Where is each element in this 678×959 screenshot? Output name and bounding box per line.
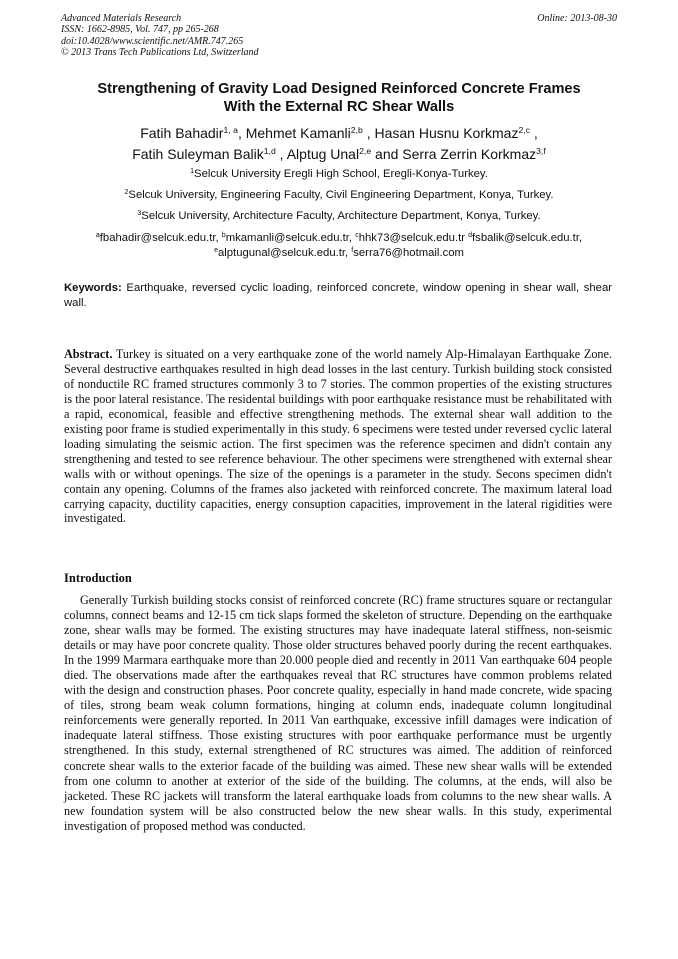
author-name: Hasan Husnu Korkmaz: [374, 125, 519, 141]
affiliation-text: Selcuk University, Architecture Faculty, Architecture Department, Konya, Turkey.: [141, 210, 541, 222]
email-address: hhk73@selcuk.edu.tr: [358, 232, 469, 244]
author-separator: ,: [362, 125, 375, 141]
email-address: alptugunal@selcuk.edu.tr,: [217, 247, 352, 259]
journal-header: [61, 13, 617, 58]
keywords-block: [64, 281, 612, 310]
affiliation-text: Selcuk University Eregli High School, Eregli-Konya-Turkey.: [194, 168, 488, 180]
author-affil-mark: 1,d: [263, 146, 276, 157]
author-line-2: [40, 144, 638, 165]
affiliation-number: 3: [137, 210, 142, 218]
author-name: Fatih Suleyman Balik: [132, 146, 264, 162]
email-line-1: [50, 231, 628, 246]
author-affil-mark: 2,e: [359, 146, 372, 157]
affiliation-number: 2: [124, 189, 129, 197]
email-line-2: [50, 246, 628, 261]
abstract-label: Abstract.: [64, 347, 113, 361]
author-name: Fatih Bahadir: [140, 125, 224, 141]
affiliation-number: 1: [190, 168, 195, 176]
title-line-1: Strengthening of Gravity Load Designed Reinforced Concrete Frames: [97, 81, 581, 97]
author-list: [40, 123, 638, 165]
author-emails: [50, 231, 628, 261]
email-mark: f: [351, 247, 354, 255]
author-name: Serra Zerrin Korkmaz: [402, 146, 537, 162]
email-address: fbahadir@selcuk.edu.tr,: [99, 232, 222, 244]
email-mark: c: [355, 232, 359, 240]
affiliation-2: [40, 188, 638, 202]
affiliation-3: [40, 209, 638, 223]
doi-line: doi:10.4028/www.scientific.net/AMR.747.265: [61, 35, 244, 47]
author-affil-mark: 2,c: [518, 125, 531, 136]
affiliation-1: [40, 167, 638, 181]
email-mark: e: [214, 247, 218, 255]
copyright-line: © 2013 Trans Tech Publications Ltd, Switzerland: [61, 46, 259, 58]
journal-name: Advanced Materials Research: [61, 13, 182, 24]
abstract-block: [64, 347, 612, 526]
email-mark: b: [221, 232, 226, 240]
title-line-2: With the External RC Shear Walls: [223, 99, 455, 115]
email-address: serra76@hotmail.com: [353, 247, 464, 259]
email-address: fsbalik@selcuk.edu.tr,: [472, 232, 583, 244]
email-mark: a: [95, 232, 100, 240]
introduction-text: Generally Turkish building stocks consist of reinforced concrete (RC) frame structures square or rectangular columns, connect beams and 12-15 cm tick slaps formed the skeleton of structure. Depending on the earthquake zone, shear walls may be formed. The existing structures may have inadequate lateral stiffness, non-seismic details or may have poor concrete quality. Those older structures behaved poorly during the recent earthquakes. In the 1999 Marmara earthquake more than 20.000 people died and recently in 2011 Van earthquake 604 people died. The observations made after the earthquakes reveal that RC structures have common problems related with the design and construction phases. Poor concrete quality, especially in hand made concrete, wide spacing of tiles, strong beam weak column formations, hinging at column ends, inadequate column longitudinal reinforcements were generally reported. In 2011 Van earthquake, excessive infill damages were indication of inadequate lateral stiffness. Those existing structures with poor earthquake performance must be urgently strengthened. In this study, external strengthened of RC structures was aimed. The addition of reinforced concrete shear walls to the exterior facade of the building was aimed. These new shear walls will be extended from one column to another at exterior of the side of the building. The columns, at the ends, will also be jacketed. These RC jackets will transform the lateral earthquake loads from columns to the new shear walls. A new foundation system will be also constructed below the new shear walls. In this study, experimental investigation of proposed method was conducted.: [64, 593, 612, 833]
email-address: mkamanli@selcuk.edu.tr,: [225, 232, 356, 244]
online-date: Online: 2013-08-30: [537, 13, 617, 24]
author-line-1: [40, 123, 638, 144]
email-mark: d: [468, 232, 473, 240]
issn-line: ISSN: 1662-8985, Vol. 747, pp 265-268: [61, 24, 219, 36]
paper-title: [40, 80, 638, 116]
author-affil-mark: 1, a: [223, 125, 238, 136]
author-affil-mark: 2,b: [350, 125, 363, 136]
author-name: Mehmet Kamanli: [245, 125, 351, 141]
author-separator: ,: [275, 146, 287, 162]
introduction-heading: Introduction: [64, 571, 132, 585]
affiliation-text: Selcuk University, Engineering Faculty, Civil Engineering Department, Konya, Turkey.: [128, 189, 554, 201]
abstract-text: Turkey is situated on a very earthquake zone of the world namely Alp-Himalayan Earthquake Zone. Several destructive earthquakes resulted in high dead losses in the last century. Turkish building stock consisted of nonductile RC framed structures commonly 3 to 7 stories. The common properties of the existing structures is the poor lateral resistance. The residental buildings with poor earthquake resistance must be rehabilitated with a rapid, economical, feasible and effective strengthening methods. The external shear wall addition to the existing poor frame is studied experimentally in this study. 6 specimens were tested under reversed cyclic lateral loading simulating the seismic action. The first specimen was the reference specimen and didn't contain any strengthening and tested to see reference behaviour. The other specimens were strengthened with external shear walls with or without openings. The size of the openings is a parameter in the study. Secons specimen didn't contain any opening. Columns of the frames also jacketed with reinforced concrete. The maximum lateral load carrying capacity, ductility capacities, energy consuption capacities, improvement in the lateral rigidities were investigated.: [64, 347, 612, 526]
author-name: Alptug Unal: [286, 146, 360, 162]
keywords-label: Keywords:: [64, 282, 122, 294]
author-affil-mark: 3,f: [536, 146, 546, 157]
author-separator: ,: [530, 125, 538, 141]
author-separator: ,: [237, 125, 246, 141]
author-separator: and: [371, 146, 403, 162]
keywords-text: Earthquake, reversed cyclic loading, reinforced concrete, window opening in shear wall, shear wall.: [64, 282, 612, 309]
